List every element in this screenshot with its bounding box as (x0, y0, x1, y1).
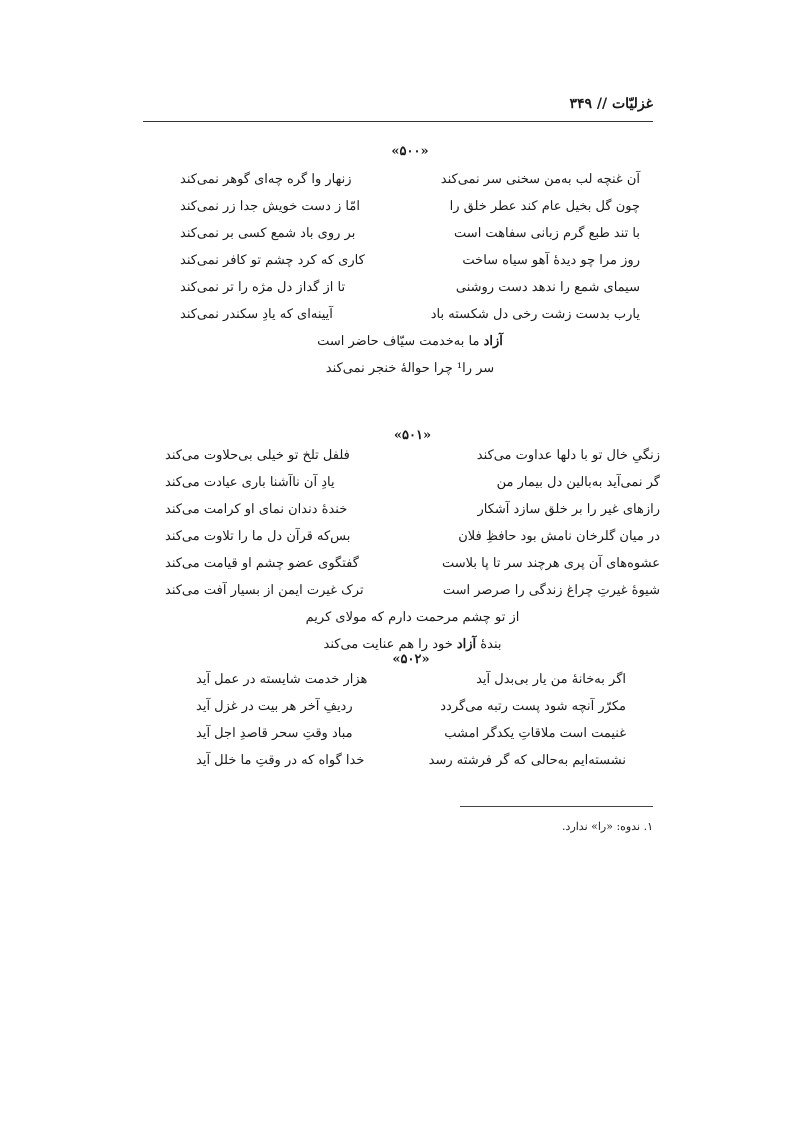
hemistich-first: روز مرا چو دیدهٔ آهو سیاه ساخت (462, 253, 640, 268)
hemistich-first: چون گل بخیل عام کند عطر خلق را (449, 199, 640, 214)
ghazal-502 (196, 652, 626, 777)
running-head: غزلیّات // ۳۴۹ (569, 96, 653, 112)
closing-line (180, 328, 640, 356)
hemistich-second: بر روی باد شمع کسی بر نمی‌کند (180, 226, 356, 241)
verse-row (196, 720, 626, 748)
hemistich-first: رازهای غیر را بر خلق سازد آشکار (477, 502, 660, 517)
ghazal-number: «۵۰۰» (391, 144, 429, 159)
footnote: ۱. ندوه: «را» ندارد. (562, 820, 653, 833)
ghazal-number: «۵۰۱» (393, 428, 432, 443)
page-header (143, 96, 653, 122)
closing-text: از تو چشم مرحمت دارم که مولای کریم (305, 610, 520, 625)
ghazal-501 (165, 428, 660, 652)
closing-text: خود را هم عنایت می‌کند (323, 637, 457, 652)
hemistich-second: بس‌که قرآن دل ما را تلاوت می‌کند (165, 529, 351, 544)
hemistich-second: امّا ز دست خویش جدا زر نمی‌کند (180, 199, 360, 214)
hemistich-second: فلفل تلخ تو خیلی بی‌حلاوت می‌کند (165, 448, 350, 463)
hemistich-first: اگر به‌خانهٔ من یار بی‌بدل آید (476, 672, 626, 687)
hemistich-second: ردیفِ آخر هر بیت در غزل آید (196, 699, 353, 714)
hemistich-second: ترک غیرت ایمن از بسیار آفت می‌کند (165, 583, 364, 598)
hemistich-second: کاری که کرد چشم تو کافر نمی‌کند (180, 253, 365, 268)
closing-text: سر را¹ چرا حوالهٔ خنجر نمی‌کند (325, 361, 495, 376)
hemistich-first: زنگیِ خال تو با دلها عداوت می‌کند (476, 448, 660, 463)
verse-row (180, 301, 640, 329)
hemistich-first: با تند طبع گرم زبانی سفاهت است (454, 226, 640, 241)
hemistich-second: یادِ آن ناآشنا باری عیادت می‌کند (165, 475, 335, 490)
verse-row (165, 496, 660, 524)
hemistich-first: نشسته‌ایم به‌حالی که گر فرشته رسد (428, 753, 626, 768)
hemistich-first: غنیمت است ملاقاتِ یکدگر امشب (444, 726, 626, 741)
closing-text: ما به‌خدمت سیّاف حاضر است (317, 334, 484, 349)
verse-row (180, 220, 640, 248)
verse-row (165, 550, 660, 578)
verse-row (196, 747, 626, 775)
verse-row (165, 442, 660, 470)
verse-row (180, 274, 640, 302)
hemistich-second: مباد وقتِ سحر قاصدِ اجل آید (196, 726, 353, 741)
poet-name: آزاد (456, 637, 477, 652)
verse-row (165, 577, 660, 605)
hemistich-first: آن غنچه لب به‌من سخنی سر نمی‌کند (440, 172, 640, 187)
hemistich-first: شیوهٔ غیرتِ چراغ زندگی را صرصر است (442, 583, 660, 598)
hemistich-second: خندهٔ دندان نمای او کرامت می‌کند (165, 502, 348, 517)
verse-row (180, 193, 640, 221)
verse-row (165, 469, 660, 497)
hemistich-second: تا از گداز دل مژه را تر نمی‌کند (180, 280, 346, 295)
hemistich-first: در میان گلرخان نامش بود حافظِ فلان (458, 529, 660, 544)
hemistich-first: یارب بدست زشت رخی دل شکسته باد (430, 307, 640, 322)
hemistich-second: گفتگوی عضو چشم او قیامت می‌کند (165, 556, 359, 571)
footnote-rule (460, 806, 653, 807)
hemistich-second: آیینه‌ای که یادِ سکندر نمی‌کند (180, 307, 333, 322)
verse-row (180, 247, 640, 275)
hemistich-first: عشوه‌های آن پری هرچند سر تا پا بلاست (442, 556, 660, 571)
verse-row (196, 693, 626, 721)
hemistich-second: خدا گواه که در وقتِ ما خلل آید (196, 753, 365, 768)
ghazal-500 (180, 144, 640, 384)
closing-prefix: بندهٔ (476, 637, 502, 652)
hemistich-first: مکرّر آنچه شود پست رتبه می‌گردد (440, 699, 626, 714)
verse-row (180, 166, 640, 194)
closing-line (165, 604, 660, 632)
hemistich-first: گر نمی‌آید به‌بالین دل بیمار من (496, 475, 660, 490)
hemistich-second: زنهار وا گره چه‌ای گوهر نمی‌کند (180, 172, 352, 187)
hemistich-second: هزار خدمت شایسته در عمل آید (196, 672, 368, 687)
verse-row (165, 523, 660, 551)
hemistich-first: سیمای شمع را ندهد دست روشنی (455, 280, 640, 295)
verse-row (196, 666, 626, 694)
poet-name: آزاد (483, 334, 503, 349)
closing-line (180, 355, 640, 383)
header-rule (143, 121, 653, 122)
ghazal-number: «۵۰۲» (392, 652, 430, 667)
